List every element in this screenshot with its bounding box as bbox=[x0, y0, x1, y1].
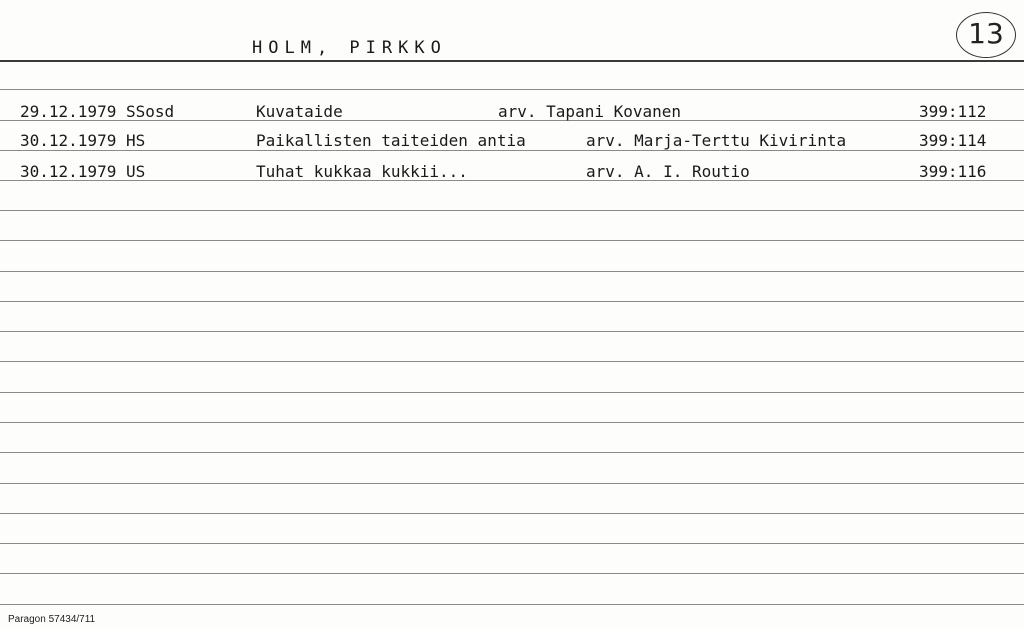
ruled-line bbox=[0, 422, 1024, 423]
entry-title: Kuvataide bbox=[256, 102, 343, 121]
ruled-line bbox=[0, 573, 1024, 574]
ruled-line bbox=[0, 483, 1024, 484]
card-number-badge: 13 bbox=[956, 12, 1016, 58]
ruled-line bbox=[0, 240, 1024, 241]
printer-mark: Paragon 57434/711 bbox=[8, 614, 96, 625]
ruled-line bbox=[0, 604, 1024, 605]
ruled-line bbox=[0, 89, 1024, 90]
entry-reference: 399:116 bbox=[919, 162, 987, 181]
ruled-line bbox=[0, 513, 1024, 514]
entry-title: Tuhat kukkaa kukkii... bbox=[256, 162, 468, 181]
entry-reviewer: arv. Tapani Kovanen bbox=[498, 102, 682, 121]
list-item bbox=[0, 162, 1024, 184]
entry-reviewer: arv. Marja-Terttu Kivirinta bbox=[586, 131, 847, 150]
entry-reference: 399:112 bbox=[919, 102, 987, 121]
entry-date-source: 30.12.1979 US bbox=[20, 162, 146, 181]
ruled-line bbox=[0, 271, 1024, 272]
card-heading-name: HOLM, PIRKKO bbox=[252, 38, 447, 58]
ruled-line bbox=[0, 361, 1024, 362]
list-item bbox=[0, 102, 1024, 124]
entry-reference: 399:114 bbox=[919, 131, 987, 150]
ruled-line bbox=[0, 331, 1024, 332]
ruled-line bbox=[0, 543, 1024, 544]
list-item bbox=[0, 131, 1024, 153]
ruled-line bbox=[0, 210, 1024, 211]
ruled-line bbox=[0, 301, 1024, 302]
entry-date-source: 29.12.1979 SSosd bbox=[20, 102, 175, 121]
ruled-line bbox=[0, 392, 1024, 393]
header-rule bbox=[0, 60, 1024, 62]
ruled-line bbox=[0, 452, 1024, 453]
entry-date-source: 30.12.1979 HS bbox=[20, 131, 146, 150]
entry-reviewer: arv. A. I. Routio bbox=[586, 162, 750, 181]
entry-title: Paikallisten taiteiden antia bbox=[256, 131, 526, 150]
